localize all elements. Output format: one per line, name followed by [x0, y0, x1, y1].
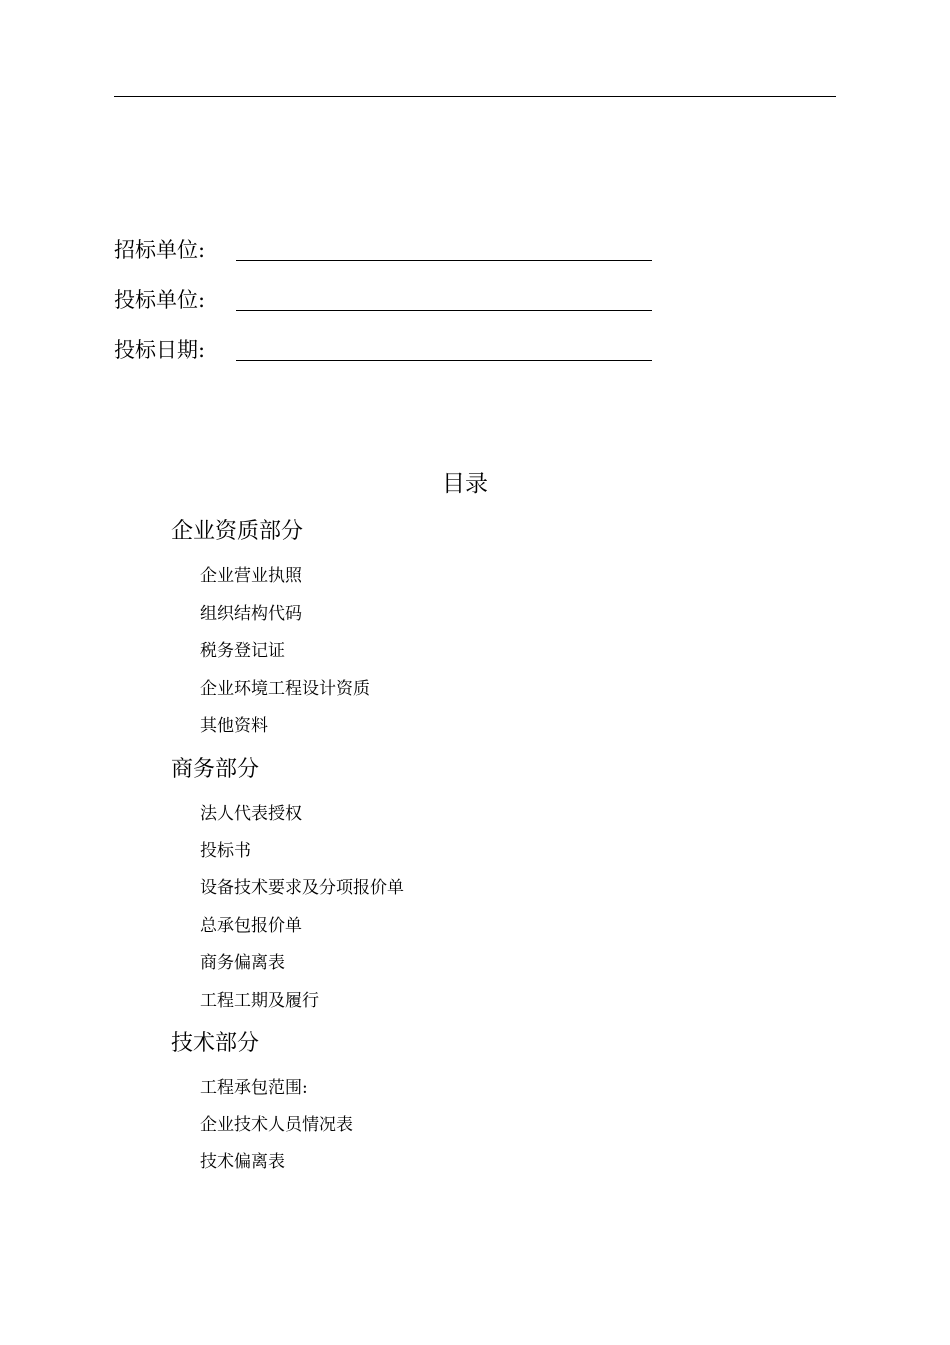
toc-item: 技术偏离表 [200, 1152, 285, 1172]
toc-item: 组织结构代码 [200, 604, 302, 624]
header-rule [114, 96, 836, 97]
toc-item: 投标书 [200, 841, 251, 861]
toc-item: 税务登记证 [200, 641, 285, 661]
toc-item: 总承包报价单 [200, 916, 302, 936]
toc-item: 企业营业执照 [200, 566, 302, 586]
toc-item: 工程工期及履行 [200, 991, 319, 1011]
toc-item: 企业环境工程设计资质 [200, 679, 370, 699]
toc-item: 企业技术人员情况表 [200, 1115, 353, 1135]
toc-item: 设备技术要求及分项报价单 [200, 878, 404, 898]
toc-title: 目录 [442, 471, 488, 497]
toc-item: 其他资料 [200, 716, 268, 736]
toc-item: 工程承包范围: [200, 1078, 308, 1098]
toc-section-business: 商务部分 [171, 757, 260, 782]
toc-section-technical: 技术部分 [171, 1031, 260, 1056]
bid-date-label: 投标日期: [114, 338, 206, 362]
tender-unit-field [114, 235, 654, 265]
tender-unit-label: 招标单位: [114, 238, 206, 262]
tender-unit-blank-line [236, 260, 652, 261]
toc-section-qualification: 企业资质部分 [171, 519, 304, 544]
toc-item: 商务偏离表 [200, 953, 285, 973]
bid-date-blank-line [236, 360, 652, 361]
bid-date-field [114, 335, 654, 365]
bidder-unit-blank-line [236, 310, 652, 311]
bidder-unit-label: 投标单位: [114, 288, 206, 312]
toc-item: 法人代表授权 [200, 804, 302, 824]
bidder-unit-field [114, 285, 654, 315]
